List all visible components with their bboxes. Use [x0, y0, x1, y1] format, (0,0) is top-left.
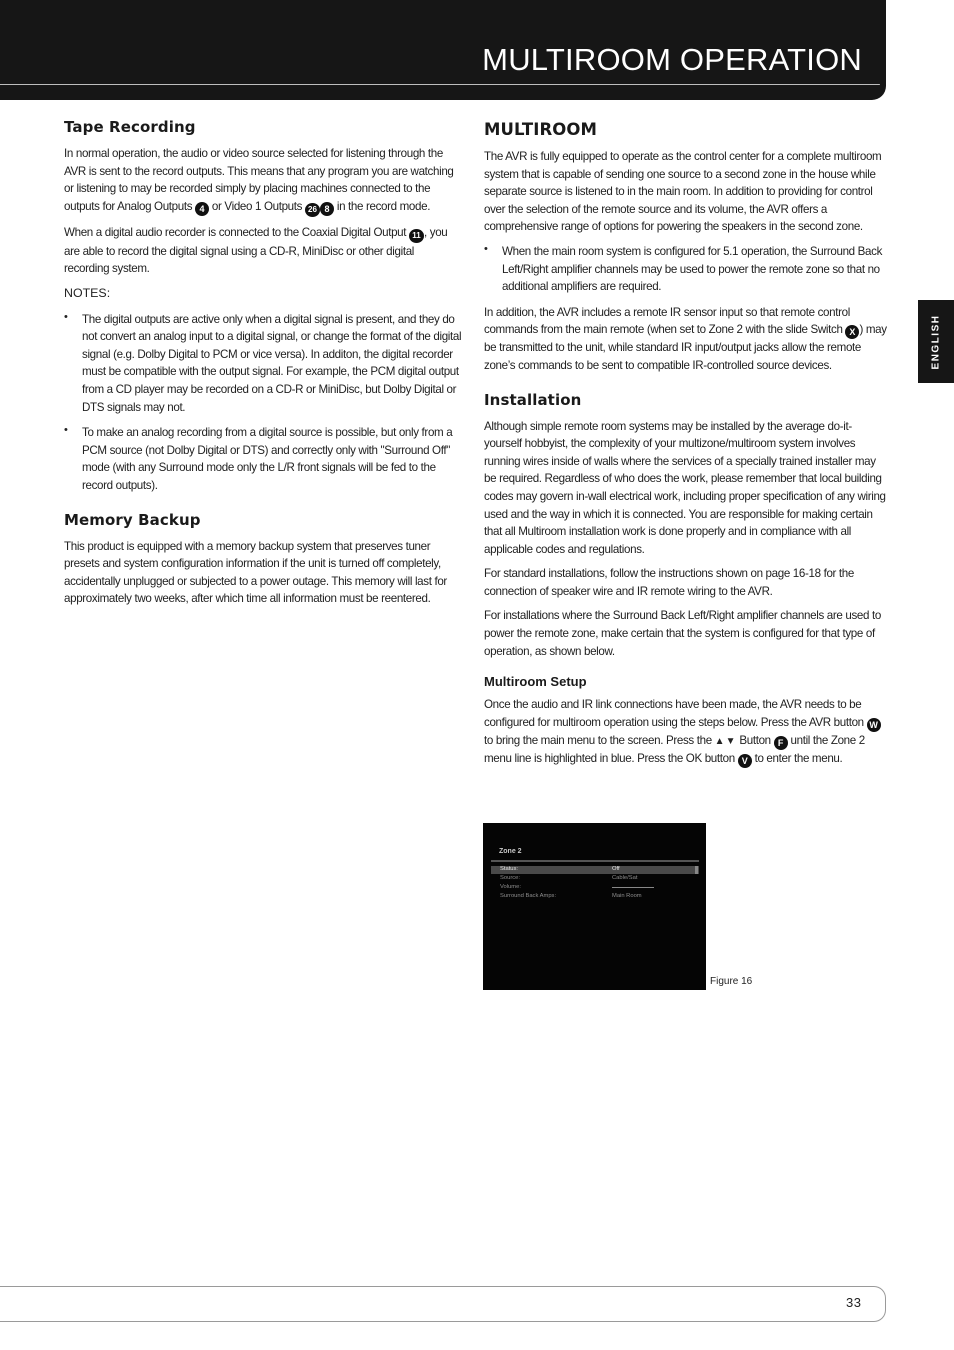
analog-outputs-callout: 4 — [195, 202, 209, 216]
menu-divider — [491, 860, 699, 862]
installation-paragraph-2: For standard installations, follow the instructions shown on page 16-18 for the connection of speaker wire and IR remote wiring to the AVR. — [484, 567, 854, 598]
right-column — [484, 118, 888, 775]
zone2-menu-title: Zone 2 — [499, 848, 522, 855]
menu-row-volume: Volume: — [491, 884, 699, 892]
bullet-icon: • — [484, 242, 488, 255]
navigation-button-callout: F — [774, 736, 788, 750]
header-rule — [0, 84, 880, 85]
left-column — [64, 118, 462, 615]
figure-caption: Figure 16 — [710, 976, 753, 987]
bullet-icon: • — [64, 424, 68, 437]
zone2-menu-figure — [483, 823, 706, 990]
language-tab-label: ENGLISH — [930, 314, 942, 369]
notes-label: NOTES: — [64, 285, 111, 300]
menu-row-source: Source: Cable/Sat — [500, 875, 638, 881]
notes-list — [64, 311, 462, 495]
multiroom-paragraph-2: In addition, the AVR includes a remote IR sensor input so that remote control commands from the main remote (when set to Zone 2 with the slide Switch X ) may be transmitted to the unit, while standard IR input/output jacks allow the remote zone’s commands to be sent to compatible IR-controlled source devices. — [484, 305, 887, 372]
list-item: • The digital outputs are active only when a digital signal is present, and they do not convert an analog input to a digital signal, or change the format of the digital signal (e.g. Dolby Digital to PCM or vice versa). In additon, the digital recorder must be compatible with the output signal. For example, the PCM digital output from a CD player may be recorded on a CD-R or MiniDisc, but Dolby Digital or DTS signals may not. — [64, 310, 462, 414]
page-title: MULTIROOM OPERATION — [482, 42, 862, 77]
coaxial-output-callout: 11 — [409, 229, 424, 243]
avr-button-callout: W — [867, 718, 881, 732]
page-footer — [0, 1286, 886, 1322]
multiroom-heading: MULTIROOM — [484, 120, 598, 139]
list-item: • When the main room system is configured for 5.1 operation, the Surround Back Left/Right amplifier channels may be used to power the remote zone so that no additional amplifiers are required. — [484, 242, 883, 294]
installation-paragraph-1: Although simple remote room systems may be installed by the average do-it-yourself hobbyist, the complexity of your multizone/multiroom system involves running wires inside of walls where the services of a specially trained installer may be required. Regardless of who does the work, please remember that local building codes may govern in-wall electrical work, including proper specification of any wiring used and the way in which it is connected. You are responsible for making certain that all Multiroom installation work is done properly and in compliance with all applicable codes and regulations. — [484, 419, 886, 556]
tape-recording-paragraph-1: In normal operation, the audio or video source selected for listening through the AVR is sent to the record outputs. This means that any program you are watching or listening to may be recorded simply by placing machines connected to the outputs for Analog Outputs 4 or Video 1 Outputs 26 8 in the record mode. — [64, 145, 462, 217]
multiroom-setup-paragraph: Once the audio and IR link connections have been made, the AVR needs to be configured for multiroom operation using the steps below. Press the AVR button W to bring the main menu to the screen. Press the ▲▼ Button F until the Zone 2 menu line is highlighted in blue. Press the OK button V to enter the menu. — [484, 696, 888, 768]
multiroom-paragraph-1: The AVR is fully equipped to operate as the control center for a complete multiroom system that is capable of sending one source to a second zone in the house while separate source is listened to in the main room. In addition to providing for control over the selection of the remote source and its volume, the AVR offers a comprehensive range of options for powering the speakers in the second zone. — [484, 150, 882, 234]
memory-backup-heading: Memory Backup — [64, 510, 201, 529]
video-outputs-callout-26: 26 — [305, 203, 320, 217]
up-down-arrows-icon: ▲▼ — [714, 735, 737, 747]
menu-row-status: Status: Off — [491, 866, 699, 874]
menu-row-surround-back-amps: Surround Back Amps: Main Room — [500, 893, 642, 899]
page-number: 33 — [846, 1295, 862, 1310]
language-tab — [918, 300, 954, 383]
page-header — [0, 0, 886, 100]
installation-heading: Installation — [484, 390, 582, 409]
tape-recording-heading: Tape Recording — [64, 118, 196, 136]
memory-backup-paragraph: This product is equipped with a memory backup system that preserves tuner presets and system configuration information if the unit is turned off completely, accidentally unplugged or subjected to a power outage. This memory will last for approximately two weeks, after which time all information must be reentered. — [64, 539, 447, 606]
installation-paragraph-3: For installations where the Surround Back Left/Right amplifier channels are used to power the remote zone, make certain that the system is configured for that type of operation, as shown below. — [484, 609, 881, 658]
list-item: • To make an analog recording from a digital source is possible, but only from a PCM source (not Dolby Digital or DTS) and correctly only with "Surround Off" mode (with any Surround mode only the L/R front signals will be fed to the record outputs). — [64, 424, 453, 492]
multiroom-setup-heading: Multiroom Setup — [484, 674, 587, 690]
video-outputs-callout-8: 8 — [320, 202, 334, 216]
bullet-icon: • — [64, 310, 68, 323]
ok-button-callout: V — [738, 754, 752, 768]
volume-bar — [612, 887, 654, 888]
multiroom-list — [484, 243, 888, 296]
tape-recording-paragraph-2: When a digital audio recorder is connected to the Coaxial Digital Output 11 , you are able to record the digital signal using a CD-R, MiniDisc or other digital recording system. — [64, 225, 448, 276]
menu-scrollbar — [695, 866, 698, 874]
slide-switch-callout: X — [845, 325, 859, 339]
